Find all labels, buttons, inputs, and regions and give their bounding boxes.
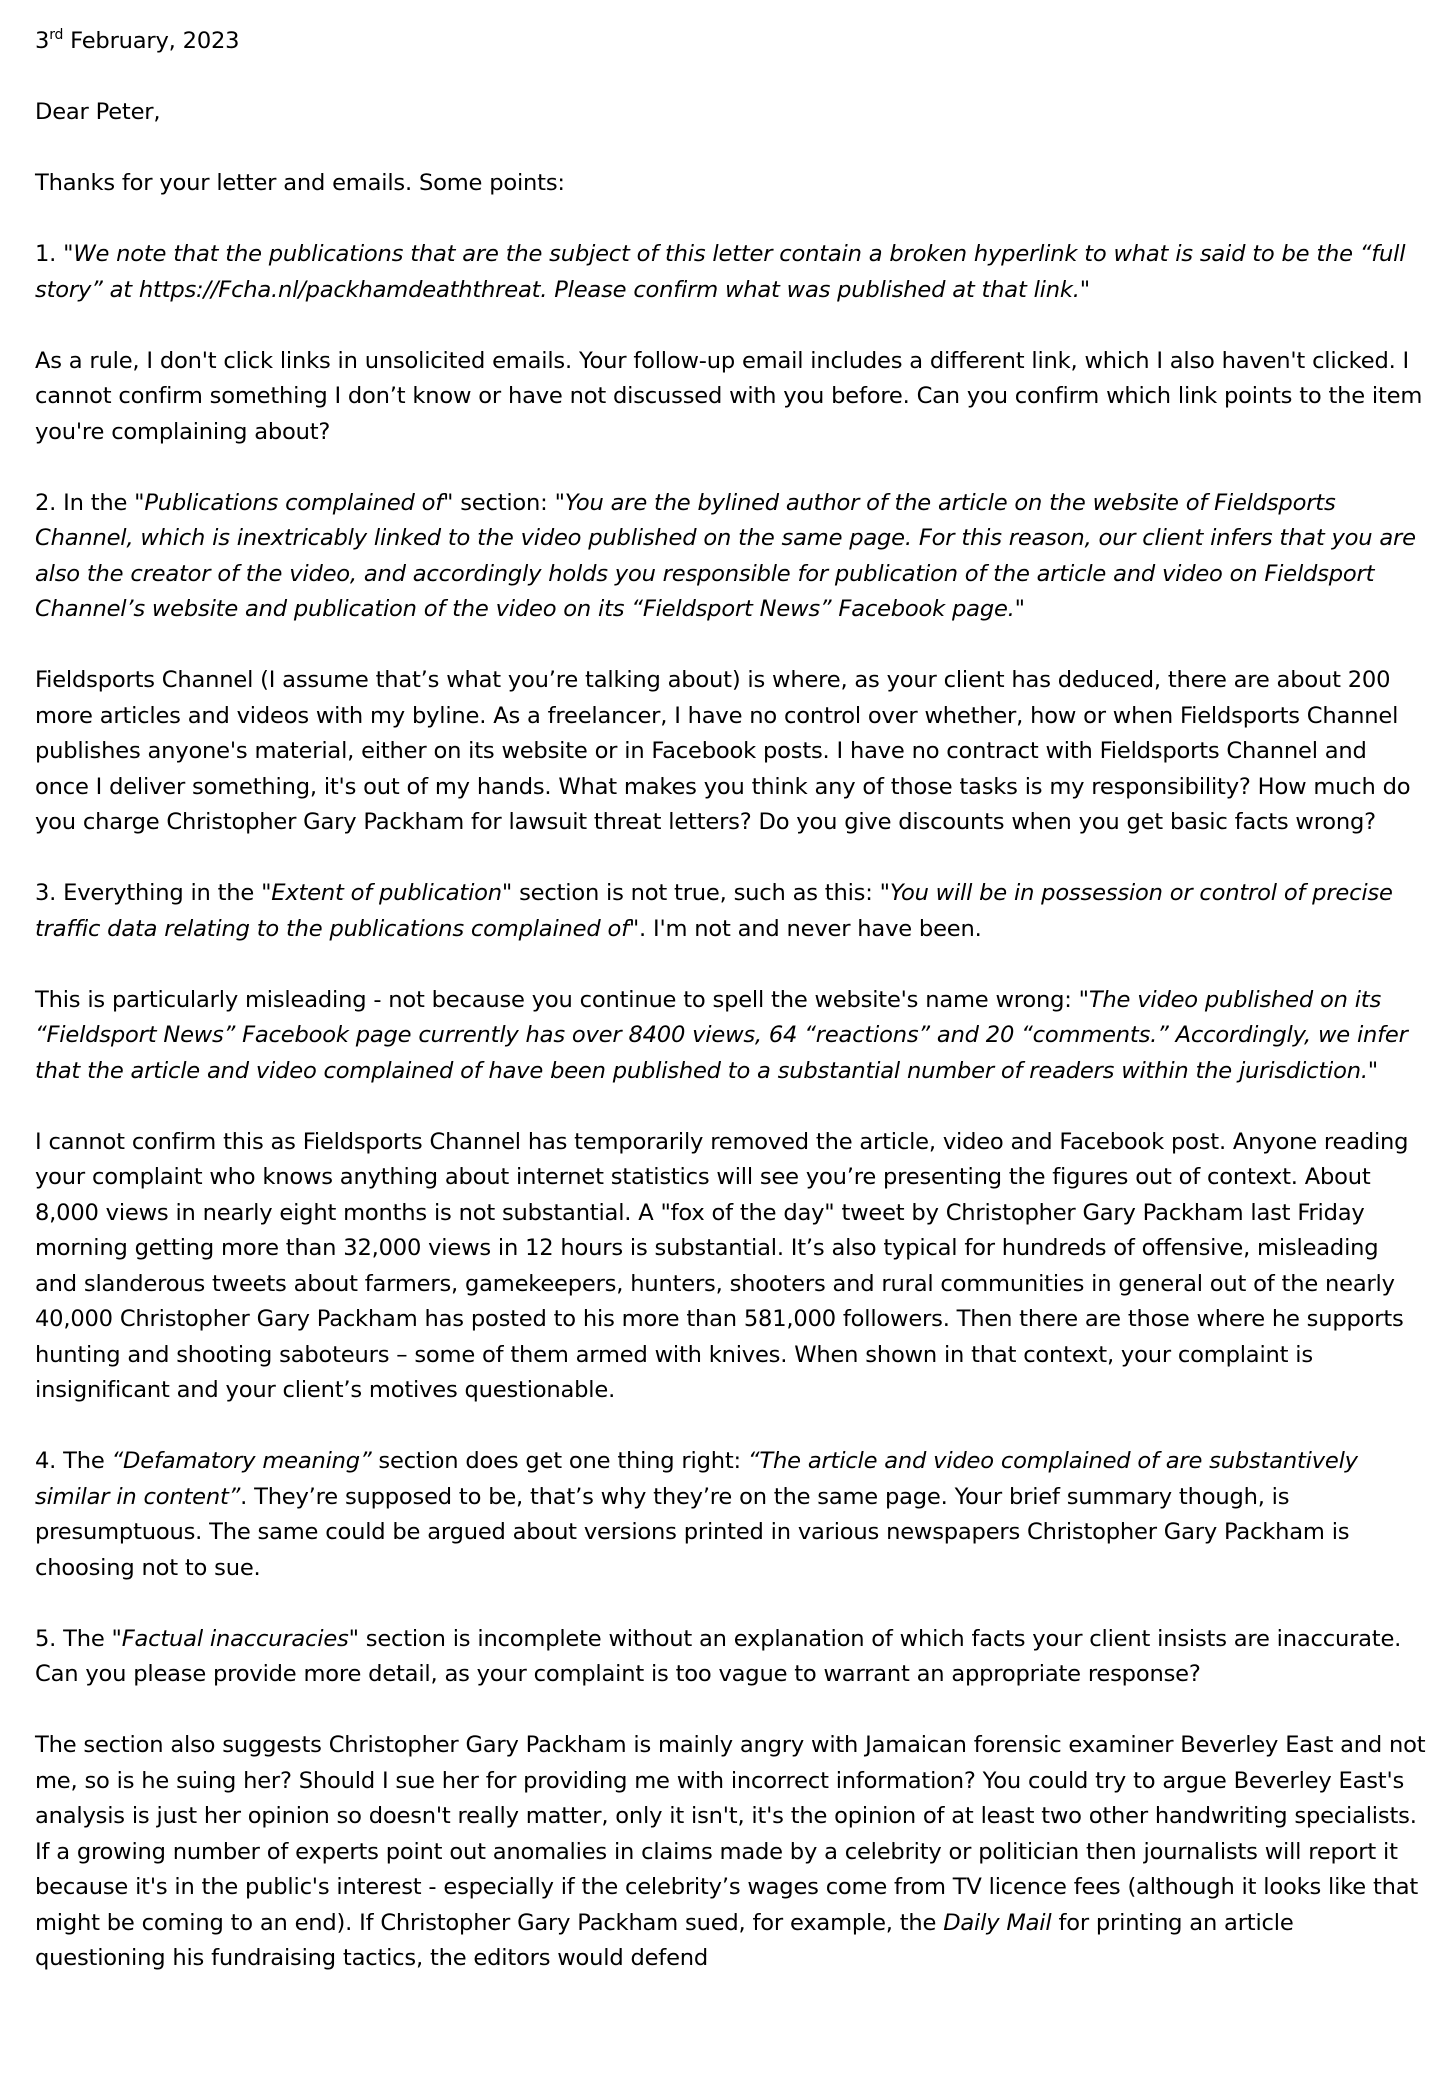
point-5-followup-tail: for printing an article questioning his fundraising tactics, the editors would defend <box>35 1909 1294 1971</box>
point-5-tail: section is incomplete without an explanation of which facts your client insists are inaccurate. Can you please provide more detail, as your complaint is too vague to warrant an appropriate response? <box>35 1625 1402 1687</box>
date-day: 3 <box>35 28 50 54</box>
letter-page <box>35 24 1427 2012</box>
intro-paragraph: Thanks for your letter and emails. Some points: <box>35 170 565 196</box>
publication-name: Daily Mail <box>943 1909 1052 1936</box>
point-4-quote: “The article and video complained of are substantively similar in content” <box>35 1448 1358 1510</box>
point-4-tail: . They’re supposed to be, that’s why they’re on the same page. Your brief summary though, is presumptuous. The same could be argued about versions printed in various newspapers Christopher Gary Packham is choosing not to sue. <box>35 1483 1350 1581</box>
point-2-section-name: Publications complained of <box>144 489 444 516</box>
point-4-mid: section does get one thing right: <box>371 1448 748 1474</box>
point-3-tail: . I'm not and never have been. <box>639 915 982 942</box>
point-4-lead: 4. The <box>35 1448 112 1474</box>
point-3-followup <box>35 983 1427 1090</box>
date-month-year: February, 2023 <box>63 28 240 54</box>
point-4-paragraph <box>35 1444 1427 1586</box>
point-1-paragraph <box>35 237 1427 308</box>
point-3-lead: 3. Everything in the <box>35 880 262 906</box>
point-4-section-name: “Defamatory meaning” <box>111 1448 372 1474</box>
point-5-lead: 5. The <box>35 1625 112 1652</box>
point-3-quote: "You will be in possession or control of precise traffic data relating to the publications complained of" <box>35 880 1393 942</box>
point-3-response: I cannot confirm this as Fieldsports Channel has temporarily removed the article, video and Facebook post. Anyone reading your complaint who knows anything about internet statistics will see you’re presenting the figures out of context. About 8,000 views in nearly eight months is not substantial. A "fox of the day" tweet by Christopher Gary Packham last Friday morning getting more than 32,000 views in 12 hours is substantial. It’s also typical for hundreds of offensive, misleading and slanderous tweets about farmers, gamekeepers, hunters, shooters and rural communities in general out of the nearly 40,000 Christopher Gary Packham has posted to his more than 581,000 followers. Then there are those where he supports hunting and shooting saboteurs – some of them armed with knives. When shown in that context, your complaint is insignificant and your client’s motives questionable. <box>35 1128 1409 1403</box>
point-3-mid: section is not true, such as this: <box>512 880 880 906</box>
point-3-followup-lead: This is particularly misleading - not because you continue to spell the website's name wrong: <box>35 986 1079 1013</box>
salutation: Dear Peter, <box>35 99 161 125</box>
point-2-paragraph <box>35 486 1427 628</box>
point-3-paragraph <box>35 876 1427 947</box>
point-5-followup-lead: The section also suggests Christopher Gary Packham is mainly angry with Jamaican forensic examiner Beverley East and not me, so is he suing her? Should I sue her for providing me with incorrect information? You could try to argue Beverley East's analysis is just her opinion so doesn't really matter, only it isn't, it's the opinion of at least two other handwriting specialists. If a growing number of experts point out anomalies in claims made by a celebrity or politician then journalists will report it because it's in the public's interest - especially if the celebrity’s wages come from TV licence fees (although it looks like that might be coming to an end). If Christopher Gary Packham sued, for example, the <box>35 1732 1426 1936</box>
point-1-number: 1. <box>35 241 64 267</box>
point-2-mid: " section: <box>443 489 555 516</box>
point-1-response: As a rule, I don't click links in unsolicited emails. Your follow-up email includes a different link, which I also haven't clicked. I cannot confirm something I don’t know or have not discussed with you before. Can you confirm which link points to the item you're complaining about? <box>35 347 1423 445</box>
point-2-lead: 2. In the " <box>35 489 145 516</box>
point-3-followup-quote: "The video published on its “Fieldsport News” Facebook page currently has over 8400 views, 64 “reactions” and 20 “comments.” Accordingly, we infer that the article and video complained of have been published to a substantial number of readers within the jurisdiction." <box>35 986 1408 1084</box>
point-2-quote: "You are the bylined author of the article on the website of Fieldsports Channel, which is inextricably linked to the video published on the same page. For this reason, our client infers that you are also the creator of the video, and accordingly holds you responsible for publication of the article and video on Fieldsport Channel’s website and publication of the video on its “Fieldsport News” Facebook page." <box>35 489 1416 622</box>
point-5-section-name: "Factual inaccuracies" <box>111 1625 359 1652</box>
letter-date <box>35 24 1427 60</box>
point-5-followup <box>35 1728 1427 1977</box>
date-ordinal-suffix: rd <box>49 27 64 43</box>
point-2-response: Fieldsports Channel (I assume that’s what you’re talking about) is where, as your client has deduced, there are about 200 more articles and videos with my byline. As a freelancer, I have no control over whether, how or when Fieldsports Channel publishes anyone's material, either on its website or in Facebook posts. I have no contract with Fieldsports Channel and once I deliver something, it's out of my hands. What makes you think any of those tasks is my responsibility? How much do you charge Christopher Gary Packham for lawsuit threat letters? Do you give discounts when you get basic facts wrong? <box>35 667 1411 835</box>
point-3-section-name: "Extent of publication" <box>261 880 513 906</box>
point-5-paragraph <box>35 1622 1427 1693</box>
point-1-quote: "We note that the publications that are the subject of this letter contain a broken hyperlink to what is said to be the “full story” at https://Fcha.nl/packhamdeaththreat. Please confirm what was published at that link." <box>35 241 1406 303</box>
